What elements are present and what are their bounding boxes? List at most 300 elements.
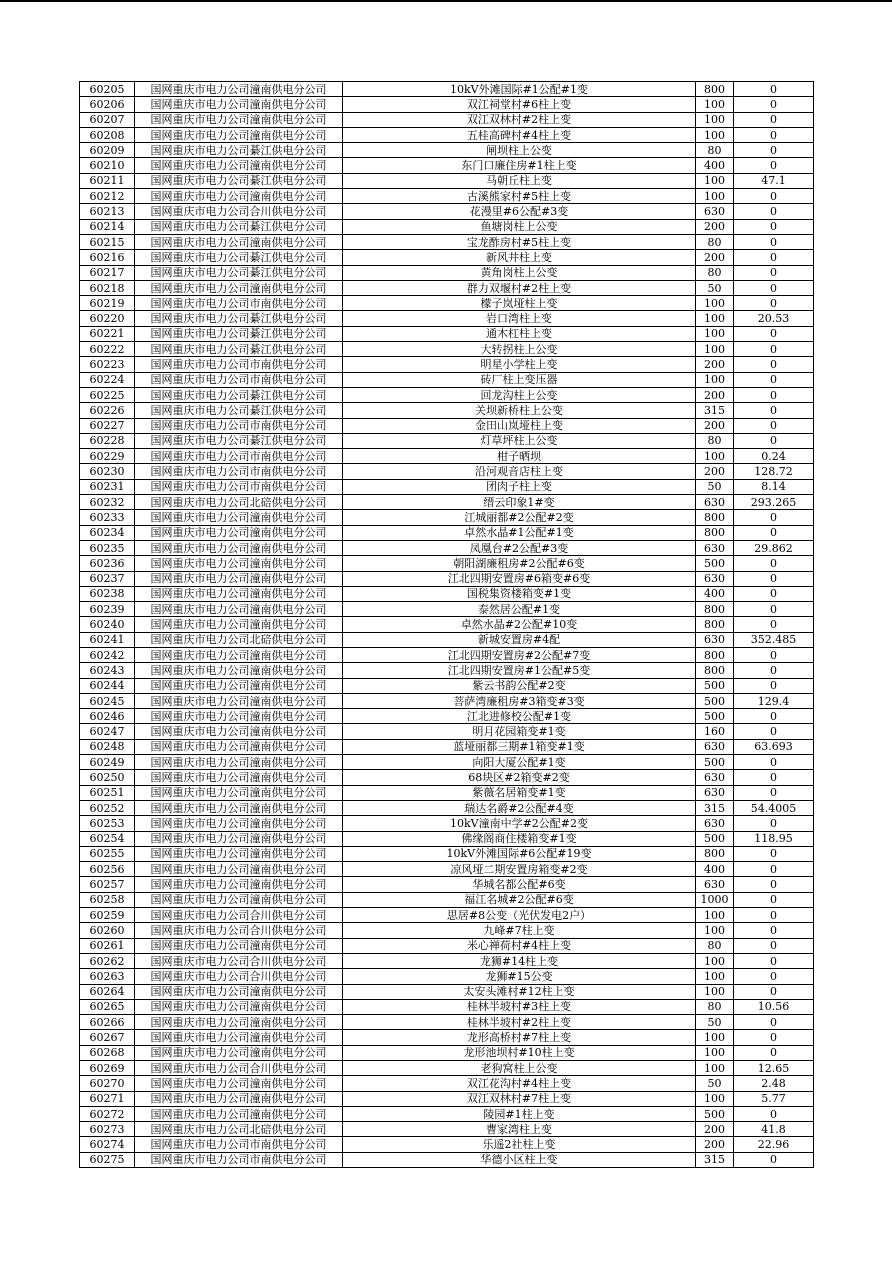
cell-id: 60245 xyxy=(80,693,135,708)
table-row xyxy=(80,923,814,938)
table-row xyxy=(80,1106,814,1121)
cell-value: 129.4 xyxy=(734,693,814,708)
table-row xyxy=(80,433,814,448)
table-row xyxy=(80,311,814,326)
table-row xyxy=(80,173,814,188)
cell-name: 江北四期安置房#1公配#5变 xyxy=(343,663,696,678)
cell-name: 双江双林村#2柱上变 xyxy=(343,112,696,127)
cell-name: 岩口湾柱上变 xyxy=(343,311,696,326)
cell-value: 8.14 xyxy=(734,479,814,494)
cell-name: 华城名都公配#6变 xyxy=(343,877,696,892)
table-body xyxy=(80,82,814,1168)
cell-value: 5.77 xyxy=(734,1091,814,1106)
cell-org: 国网重庆市电力公司合川供电分公司 xyxy=(135,969,343,984)
cell-capacity: 100 xyxy=(696,923,734,938)
cell-value: 0 xyxy=(734,265,814,280)
table-row xyxy=(80,204,814,219)
cell-org: 国网重庆市电力公司合川供电分公司 xyxy=(135,908,343,923)
cell-capacity: 1000 xyxy=(696,892,734,907)
cell-org: 国网重庆市电力公司潼南供电分公司 xyxy=(135,1045,343,1060)
cell-name: 卓然水晶#2公配#10变 xyxy=(343,617,696,632)
cell-capacity: 100 xyxy=(696,372,734,387)
cell-capacity: 100 xyxy=(696,984,734,999)
cell-value: 0 xyxy=(734,342,814,357)
cell-id: 60211 xyxy=(80,173,135,188)
cell-name: 68块区#2箱变#2变 xyxy=(343,770,696,785)
cell-value: 12.65 xyxy=(734,1061,814,1076)
cell-id: 60236 xyxy=(80,556,135,571)
cell-capacity: 315 xyxy=(696,403,734,418)
table-row xyxy=(80,464,814,479)
cell-id: 60261 xyxy=(80,938,135,953)
table-row xyxy=(80,127,814,142)
table-row xyxy=(80,586,814,601)
cell-capacity: 500 xyxy=(696,709,734,724)
cell-org: 国网重庆市电力公司潼南供电分公司 xyxy=(135,1015,343,1030)
cell-capacity: 630 xyxy=(696,877,734,892)
cell-id: 60250 xyxy=(80,770,135,785)
cell-name: 乐遥2社柱上变 xyxy=(343,1137,696,1152)
cell-name: 群力双堰村#2柱上变 xyxy=(343,280,696,295)
cell-name: 国税集资楼箱变#1变 xyxy=(343,586,696,601)
cell-org: 国网重庆市电力公司綦江供电分公司 xyxy=(135,311,343,326)
cell-capacity: 100 xyxy=(696,127,734,142)
cell-capacity: 100 xyxy=(696,953,734,968)
cell-org: 国网重庆市电力公司潼南供电分公司 xyxy=(135,556,343,571)
cell-capacity: 630 xyxy=(696,632,734,647)
cell-capacity: 100 xyxy=(696,112,734,127)
cell-value: 0 xyxy=(734,433,814,448)
cell-id: 60223 xyxy=(80,357,135,372)
cell-name: 宝龙酢房村#5柱上变 xyxy=(343,234,696,249)
cell-org: 国网重庆市电力公司市南供电分公司 xyxy=(135,372,343,387)
table-row xyxy=(80,1015,814,1030)
cell-org: 国网重庆市电力公司潼南供电分公司 xyxy=(135,693,343,708)
cell-value: 0 xyxy=(734,387,814,402)
cell-id: 60206 xyxy=(80,97,135,112)
cell-id: 60227 xyxy=(80,418,135,433)
cell-capacity: 800 xyxy=(696,663,734,678)
cell-value: 118.95 xyxy=(734,831,814,846)
cell-value: 0 xyxy=(734,846,814,861)
cell-capacity: 200 xyxy=(696,250,734,265)
cell-org: 国网重庆市电力公司潼南供电分公司 xyxy=(135,785,343,800)
cell-org: 国网重庆市电力公司潼南供电分公司 xyxy=(135,112,343,127)
cell-id: 60207 xyxy=(80,112,135,127)
table-row xyxy=(80,449,814,464)
cell-org: 国网重庆市电力公司潼南供电分公司 xyxy=(135,800,343,815)
cell-capacity: 630 xyxy=(696,770,734,785)
cell-capacity: 100 xyxy=(696,969,734,984)
cell-capacity: 100 xyxy=(696,326,734,341)
cell-capacity: 80 xyxy=(696,265,734,280)
cell-org: 国网重庆市电力公司市南供电分公司 xyxy=(135,1137,343,1152)
cell-value: 2.48 xyxy=(734,1076,814,1091)
table-row xyxy=(80,724,814,739)
table-row xyxy=(80,1152,814,1167)
table-row xyxy=(80,387,814,402)
cell-value: 128.72 xyxy=(734,464,814,479)
table-row xyxy=(80,1061,814,1076)
cell-capacity: 100 xyxy=(696,1030,734,1045)
cell-name: 鱼塘岗柱上公变 xyxy=(343,219,696,234)
page-top-rule xyxy=(0,0,892,2)
cell-capacity: 500 xyxy=(696,556,734,571)
cell-name: 10kV外滩国际#1公配#1变 xyxy=(343,82,696,97)
cell-id: 60262 xyxy=(80,953,135,968)
cell-capacity: 50 xyxy=(696,479,734,494)
cell-id: 60225 xyxy=(80,387,135,402)
cell-id: 60267 xyxy=(80,1030,135,1045)
cell-org: 国网重庆市电力公司潼南供电分公司 xyxy=(135,189,343,204)
cell-id: 60208 xyxy=(80,127,135,142)
cell-name: 卓然水晶#1公配#1变 xyxy=(343,525,696,540)
cell-value: 0 xyxy=(734,892,814,907)
table-row xyxy=(80,143,814,158)
cell-org: 国网重庆市电力公司北碚供电分公司 xyxy=(135,495,343,510)
cell-org: 国网重庆市电力公司潼南供电分公司 xyxy=(135,647,343,662)
cell-value: 0 xyxy=(734,1015,814,1030)
cell-capacity: 200 xyxy=(696,219,734,234)
cell-id: 60231 xyxy=(80,479,135,494)
table-row xyxy=(80,571,814,586)
cell-capacity: 100 xyxy=(696,189,734,204)
cell-org: 国网重庆市电力公司市南供电分公司 xyxy=(135,1152,343,1167)
cell-value: 0 xyxy=(734,1045,814,1060)
cell-capacity: 100 xyxy=(696,449,734,464)
cell-value: 0 xyxy=(734,862,814,877)
cell-id: 60243 xyxy=(80,663,135,678)
cell-name: 米心禅荷村#4柱上变 xyxy=(343,938,696,953)
cell-org: 国网重庆市电力公司合川供电分公司 xyxy=(135,923,343,938)
cell-value: 0 xyxy=(734,250,814,265)
table-row xyxy=(80,602,814,617)
cell-name: 新城安置房#4配 xyxy=(343,632,696,647)
cell-name: 花漫里#6公配#3变 xyxy=(343,204,696,219)
cell-value: 0 xyxy=(734,234,814,249)
table-row xyxy=(80,816,814,831)
cell-org: 国网重庆市电力公司潼南供电分公司 xyxy=(135,602,343,617)
cell-capacity: 80 xyxy=(696,234,734,249)
cell-name: 明月花园箱变#1变 xyxy=(343,724,696,739)
cell-id: 60274 xyxy=(80,1137,135,1152)
table-row xyxy=(80,495,814,510)
cell-id: 60240 xyxy=(80,617,135,632)
cell-name: 马朝丘柱上变 xyxy=(343,173,696,188)
table-row xyxy=(80,556,814,571)
cell-capacity: 630 xyxy=(696,785,734,800)
cell-name: 蓝垭丽都三期#1箱变#1变 xyxy=(343,739,696,754)
cell-id: 60260 xyxy=(80,923,135,938)
cell-value: 0 xyxy=(734,816,814,831)
cell-org: 国网重庆市电力公司潼南供电分公司 xyxy=(135,1030,343,1045)
table-row xyxy=(80,1091,814,1106)
cell-name: 泰然居公配#1变 xyxy=(343,602,696,617)
cell-value: 0 xyxy=(734,938,814,953)
table-row xyxy=(80,770,814,785)
cell-id: 60265 xyxy=(80,999,135,1014)
table-row xyxy=(80,862,814,877)
cell-org: 国网重庆市电力公司潼南供电分公司 xyxy=(135,877,343,892)
cell-capacity: 315 xyxy=(696,800,734,815)
cell-org: 国网重庆市电力公司市南供电分公司 xyxy=(135,357,343,372)
cell-id: 60235 xyxy=(80,540,135,555)
table-row xyxy=(80,632,814,647)
cell-capacity: 200 xyxy=(696,1137,734,1152)
cell-name: 曹家湾柱上变 xyxy=(343,1122,696,1137)
cell-value: 0 xyxy=(734,525,814,540)
cell-value: 0 xyxy=(734,510,814,525)
cell-org: 国网重庆市电力公司北碚供电分公司 xyxy=(135,632,343,647)
cell-capacity: 100 xyxy=(696,908,734,923)
cell-org: 国网重庆市电力公司潼南供电分公司 xyxy=(135,984,343,999)
cell-value: 0 xyxy=(734,296,814,311)
cell-org: 国网重庆市电力公司潼南供电分公司 xyxy=(135,586,343,601)
table-row xyxy=(80,510,814,525)
cell-capacity: 800 xyxy=(696,647,734,662)
table-row xyxy=(80,755,814,770)
table-row xyxy=(80,112,814,127)
cell-id: 60249 xyxy=(80,755,135,770)
cell-id: 60271 xyxy=(80,1091,135,1106)
cell-name: 华德小区柱上变 xyxy=(343,1152,696,1167)
cell-name: 缙云印象1#变 xyxy=(343,495,696,510)
table-row xyxy=(80,82,814,97)
cell-id: 60266 xyxy=(80,1015,135,1030)
cell-name: 檬子岚垭柱上变 xyxy=(343,296,696,311)
cell-org: 国网重庆市电力公司潼南供电分公司 xyxy=(135,234,343,249)
cell-capacity: 500 xyxy=(696,693,734,708)
cell-org: 国网重庆市电力公司潼南供电分公司 xyxy=(135,617,343,632)
cell-value: 0 xyxy=(734,647,814,662)
cell-org: 国网重庆市电力公司潼南供电分公司 xyxy=(135,1091,343,1106)
cell-capacity: 80 xyxy=(696,433,734,448)
cell-capacity: 630 xyxy=(696,571,734,586)
cell-name: 回龙沟柱上公变 xyxy=(343,387,696,402)
cell-id: 60244 xyxy=(80,678,135,693)
cell-value: 0 xyxy=(734,1030,814,1045)
cell-name: 关坝新桥柱上公变 xyxy=(343,403,696,418)
cell-name: 灯草坪柱上公变 xyxy=(343,433,696,448)
table-row xyxy=(80,357,814,372)
table-row xyxy=(80,892,814,907)
cell-name: 双江祠堂村#6柱上变 xyxy=(343,97,696,112)
cell-capacity: 200 xyxy=(696,387,734,402)
table-row xyxy=(80,97,814,112)
cell-id: 60222 xyxy=(80,342,135,357)
table-row xyxy=(80,846,814,861)
cell-value: 63.693 xyxy=(734,739,814,754)
cell-name: 新风井柱上变 xyxy=(343,250,696,265)
cell-value: 0 xyxy=(734,877,814,892)
cell-capacity: 630 xyxy=(696,495,734,510)
cell-capacity: 800 xyxy=(696,617,734,632)
cell-capacity: 100 xyxy=(696,1061,734,1076)
cell-capacity: 630 xyxy=(696,540,734,555)
cell-id: 60210 xyxy=(80,158,135,173)
cell-org: 国网重庆市电力公司合川供电分公司 xyxy=(135,1061,343,1076)
cell-capacity: 200 xyxy=(696,1122,734,1137)
table-row xyxy=(80,540,814,555)
cell-org: 国网重庆市电力公司綦江供电分公司 xyxy=(135,250,343,265)
cell-value: 29.862 xyxy=(734,540,814,555)
cell-value: 0 xyxy=(734,586,814,601)
cell-value: 0 xyxy=(734,326,814,341)
table-row xyxy=(80,296,814,311)
cell-id: 60232 xyxy=(80,495,135,510)
cell-value: 0 xyxy=(734,953,814,968)
table-row xyxy=(80,372,814,387)
cell-name: 陵园#1柱上变 xyxy=(343,1106,696,1121)
cell-value: 41.8 xyxy=(734,1122,814,1137)
table-row xyxy=(80,999,814,1014)
table-row xyxy=(80,158,814,173)
table-row xyxy=(80,418,814,433)
cell-org: 国网重庆市电力公司市南供电分公司 xyxy=(135,418,343,433)
table-row xyxy=(80,709,814,724)
cell-value: 0 xyxy=(734,709,814,724)
cell-value: 0 xyxy=(734,1106,814,1121)
table-row xyxy=(80,219,814,234)
cell-capacity: 100 xyxy=(696,97,734,112)
cell-value: 0 xyxy=(734,602,814,617)
cell-org: 国网重庆市电力公司市南供电分公司 xyxy=(135,449,343,464)
cell-id: 60209 xyxy=(80,143,135,158)
cell-id: 60272 xyxy=(80,1106,135,1121)
cell-org: 国网重庆市电力公司北碚供电分公司 xyxy=(135,1122,343,1137)
table-row xyxy=(80,663,814,678)
table-row xyxy=(80,984,814,999)
cell-org: 国网重庆市电力公司潼南供电分公司 xyxy=(135,82,343,97)
cell-capacity: 100 xyxy=(696,173,734,188)
cell-value: 10.56 xyxy=(734,999,814,1014)
cell-org: 国网重庆市电力公司潼南供电分公司 xyxy=(135,846,343,861)
cell-org: 国网重庆市电力公司潼南供电分公司 xyxy=(135,1076,343,1091)
cell-id: 60234 xyxy=(80,525,135,540)
cell-name: 九峰#7柱上变 xyxy=(343,923,696,938)
cell-value: 352.485 xyxy=(734,632,814,647)
cell-id: 60221 xyxy=(80,326,135,341)
cell-capacity: 400 xyxy=(696,158,734,173)
cell-capacity: 500 xyxy=(696,1106,734,1121)
cell-org: 国网重庆市电力公司潼南供电分公司 xyxy=(135,831,343,846)
cell-org: 国网重庆市电力公司合川供电分公司 xyxy=(135,204,343,219)
table-row xyxy=(80,265,814,280)
cell-name: 明星小学柱上变 xyxy=(343,357,696,372)
cell-org: 国网重庆市电力公司潼南供电分公司 xyxy=(135,770,343,785)
cell-value: 0 xyxy=(734,219,814,234)
table-row xyxy=(80,938,814,953)
cell-org: 国网重庆市电力公司潼南供电分公司 xyxy=(135,525,343,540)
cell-capacity: 100 xyxy=(696,1091,734,1106)
cell-value: 54.4005 xyxy=(734,800,814,815)
cell-id: 60213 xyxy=(80,204,135,219)
cell-id: 60224 xyxy=(80,372,135,387)
cell-capacity: 800 xyxy=(696,525,734,540)
cell-org: 国网重庆市电力公司潼南供电分公司 xyxy=(135,510,343,525)
cell-org: 国网重庆市电力公司市南供电分公司 xyxy=(135,464,343,479)
cell-name: 佛缘阁商住楼箱变#1变 xyxy=(343,831,696,846)
cell-capacity: 200 xyxy=(696,418,734,433)
cell-id: 60257 xyxy=(80,877,135,892)
cell-id: 60237 xyxy=(80,571,135,586)
cell-org: 国网重庆市电力公司潼南供电分公司 xyxy=(135,97,343,112)
cell-id: 60205 xyxy=(80,82,135,97)
cell-capacity: 160 xyxy=(696,724,734,739)
table-row xyxy=(80,908,814,923)
table-row xyxy=(80,969,814,984)
cell-value: 0 xyxy=(734,189,814,204)
table-row xyxy=(80,785,814,800)
cell-name: 柑子晒坝 xyxy=(343,449,696,464)
table-row xyxy=(80,693,814,708)
transformer-table xyxy=(79,81,814,1168)
cell-org: 国网重庆市电力公司潼南供电分公司 xyxy=(135,540,343,555)
cell-capacity: 400 xyxy=(696,586,734,601)
cell-capacity: 100 xyxy=(696,342,734,357)
cell-id: 60253 xyxy=(80,816,135,831)
cell-id: 60241 xyxy=(80,632,135,647)
cell-value: 0 xyxy=(734,403,814,418)
cell-id: 60217 xyxy=(80,265,135,280)
cell-org: 国网重庆市电力公司市南供电分公司 xyxy=(135,479,343,494)
cell-value: 0 xyxy=(734,724,814,739)
table-row xyxy=(80,189,814,204)
cell-value: 0 xyxy=(734,97,814,112)
cell-id: 60263 xyxy=(80,969,135,984)
table-row xyxy=(80,1122,814,1137)
cell-name: 双江花沟村#4柱上变 xyxy=(343,1076,696,1091)
table-row xyxy=(80,739,814,754)
cell-name: 闸坝柱上公变 xyxy=(343,143,696,158)
cell-id: 60230 xyxy=(80,464,135,479)
cell-capacity: 800 xyxy=(696,82,734,97)
cell-id: 60242 xyxy=(80,647,135,662)
cell-name: 10kV外滩国际#6公配#19变 xyxy=(343,846,696,861)
cell-capacity: 500 xyxy=(696,831,734,846)
cell-org: 国网重庆市电力公司潼南供电分公司 xyxy=(135,158,343,173)
cell-id: 60247 xyxy=(80,724,135,739)
cell-name: 太安头滩村#12柱上变 xyxy=(343,984,696,999)
cell-capacity: 50 xyxy=(696,1015,734,1030)
cell-capacity: 100 xyxy=(696,311,734,326)
cell-value: 0 xyxy=(734,617,814,632)
table-row xyxy=(80,234,814,249)
cell-name: 沿河观音店柱上变 xyxy=(343,464,696,479)
cell-name: 10kV潼南中学#2公配#2变 xyxy=(343,816,696,831)
cell-name: 思居#8公变（光伏发电2户） xyxy=(343,908,696,923)
cell-name: 紫薇名居箱变#1变 xyxy=(343,785,696,800)
cell-value: 20.53 xyxy=(734,311,814,326)
cell-id: 60275 xyxy=(80,1152,135,1167)
cell-name: 向阳大厦公配#1变 xyxy=(343,755,696,770)
cell-capacity: 800 xyxy=(696,510,734,525)
cell-name: 桂林半坡村#3柱上变 xyxy=(343,999,696,1014)
cell-name: 大转拐柱上公变 xyxy=(343,342,696,357)
cell-id: 60233 xyxy=(80,510,135,525)
cell-org: 国网重庆市电力公司潼南供电分公司 xyxy=(135,678,343,693)
cell-value: 0 xyxy=(734,204,814,219)
table-row xyxy=(80,1076,814,1091)
cell-org: 国网重庆市电力公司潼南供电分公司 xyxy=(135,724,343,739)
cell-org: 国网重庆市电力公司潼南供电分公司 xyxy=(135,280,343,295)
cell-capacity: 80 xyxy=(696,999,734,1014)
cell-id: 60268 xyxy=(80,1045,135,1060)
cell-org: 国网重庆市电力公司合川供电分公司 xyxy=(135,953,343,968)
cell-value: 0 xyxy=(734,372,814,387)
table-row xyxy=(80,953,814,968)
cell-name: 江北进修校公配#1变 xyxy=(343,709,696,724)
